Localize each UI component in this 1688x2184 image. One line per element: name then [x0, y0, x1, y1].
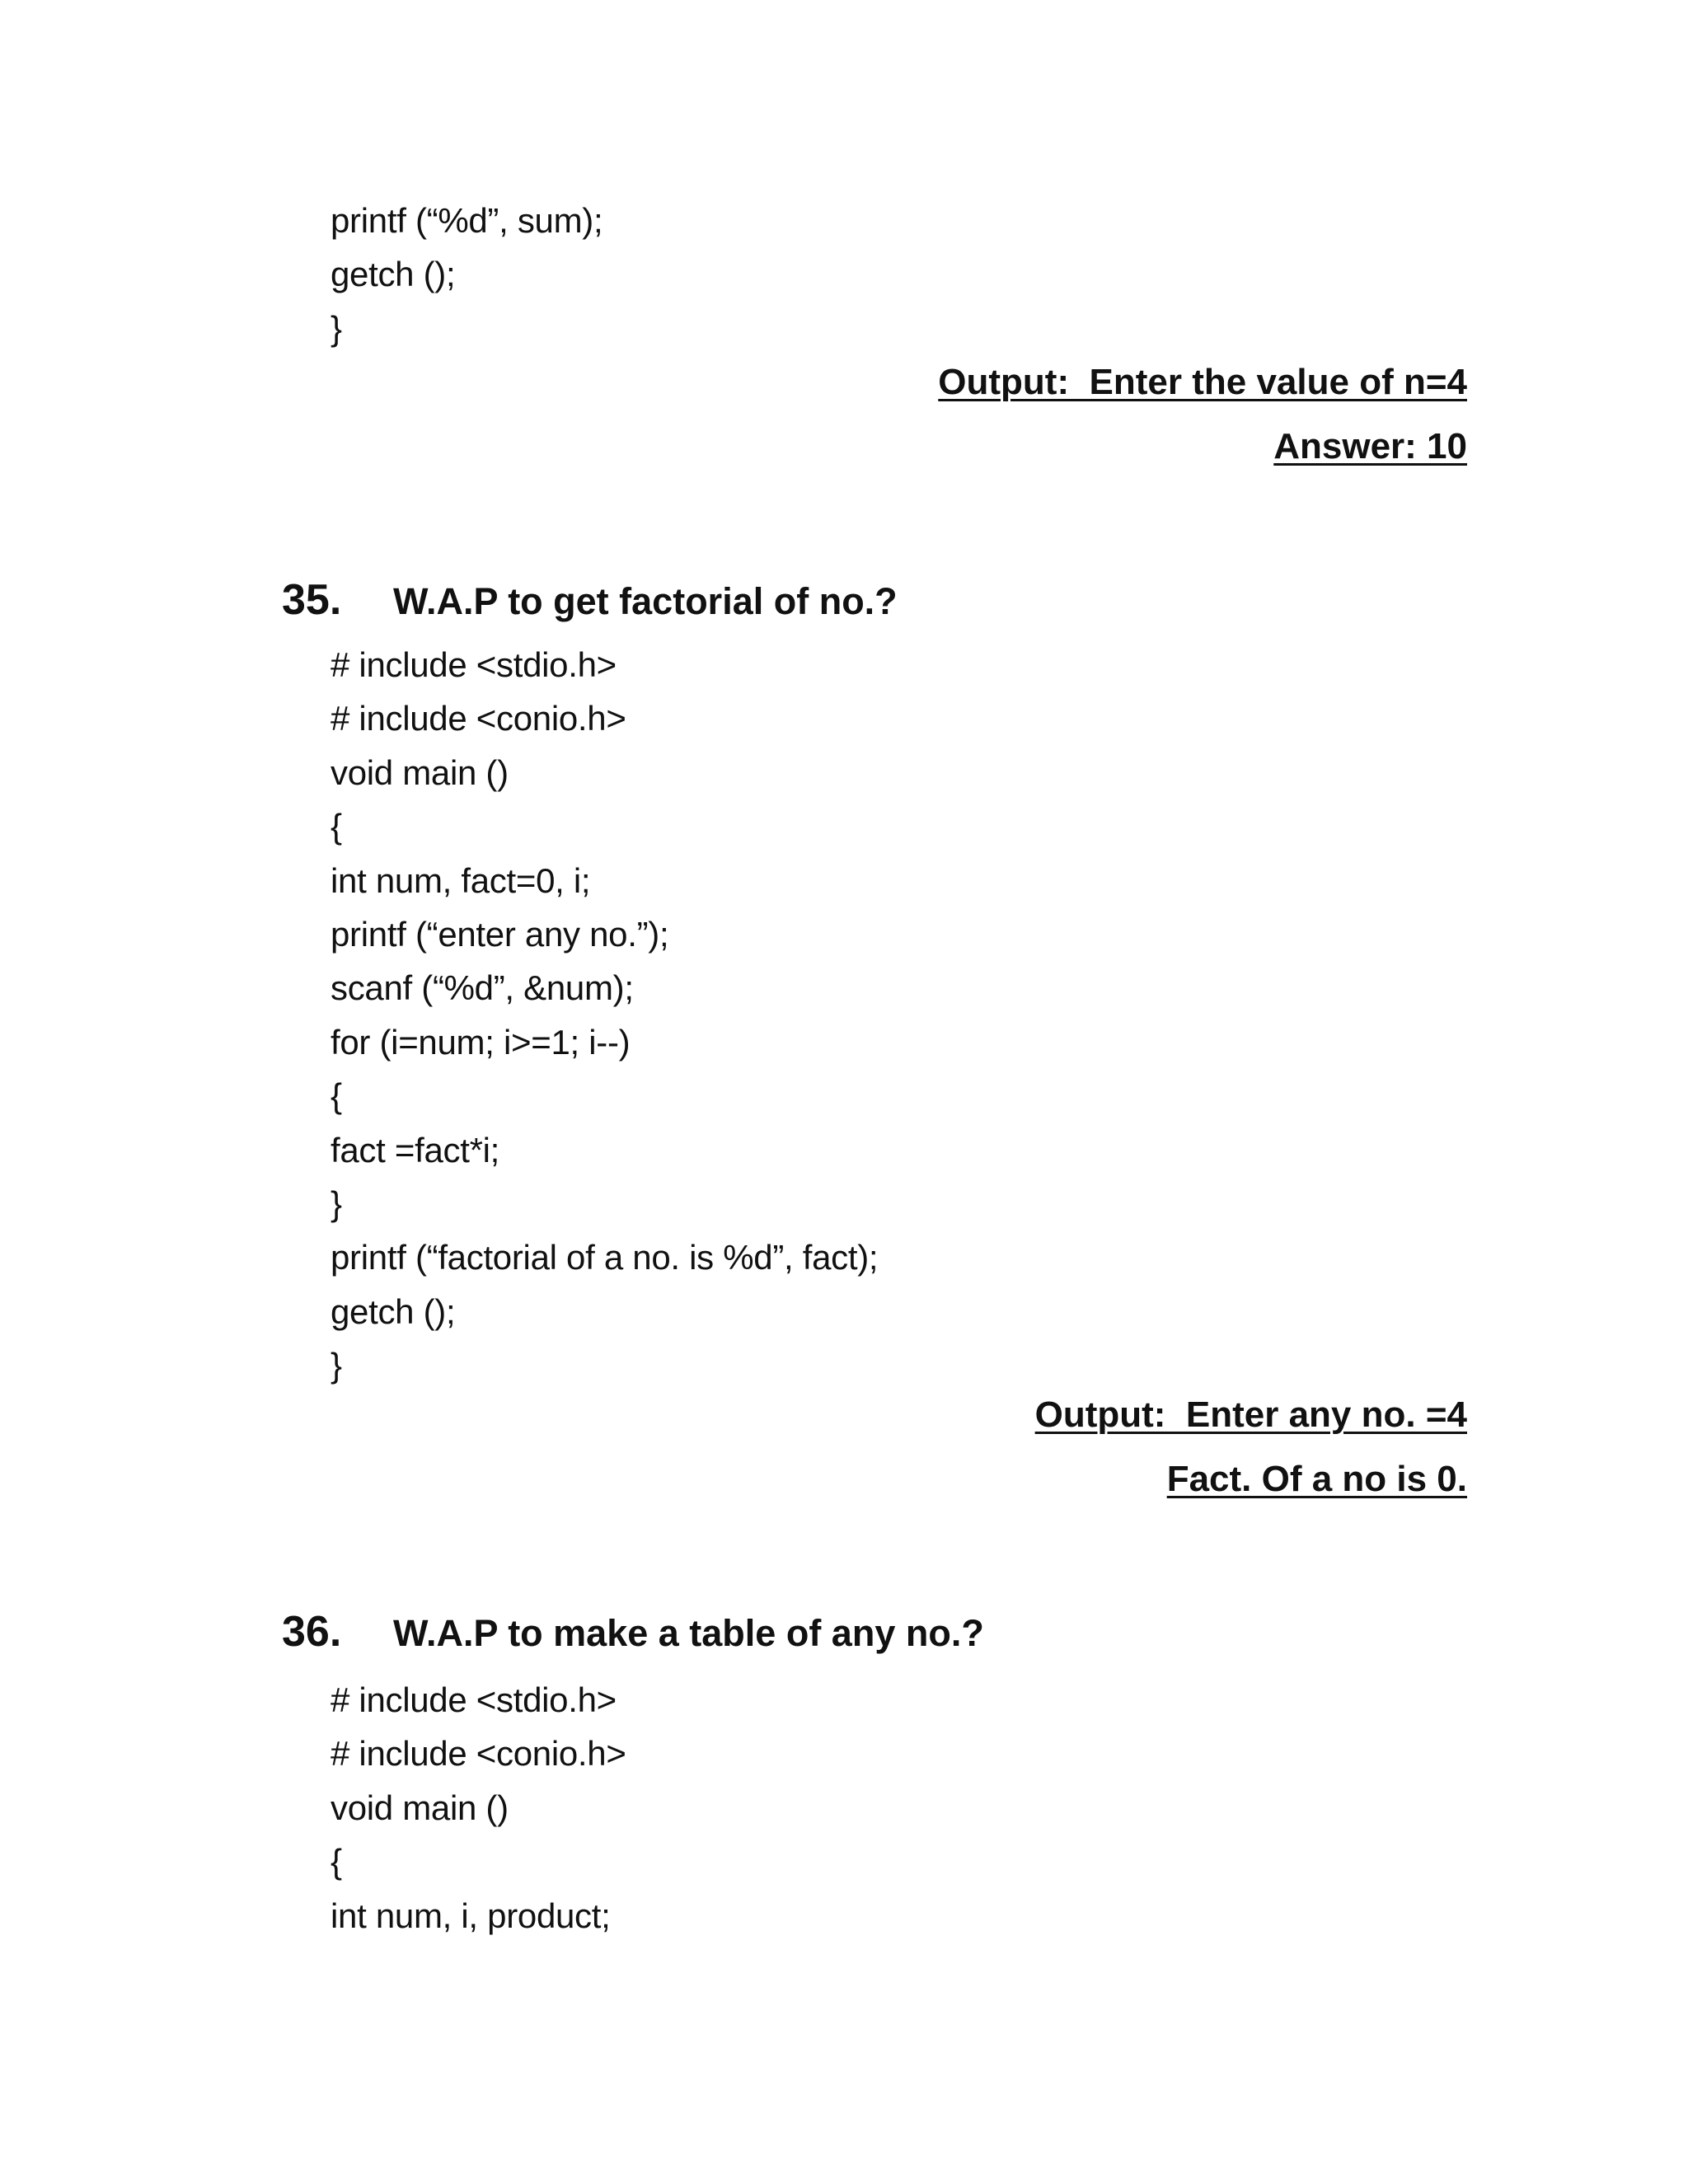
code-line: for (i=num; i>=1; i--) — [331, 1022, 631, 1062]
code-line: void main () — [331, 752, 509, 792]
code-line: void main () — [331, 1788, 509, 1827]
code-line: int num, i, product; — [331, 1896, 611, 1935]
code-line: # include <conio.h> — [331, 699, 626, 738]
code-block-factorial — [331, 638, 878, 1392]
code-line: { — [331, 1076, 342, 1116]
output-line: Fact. Of a no is 0. — [1166, 1459, 1467, 1499]
code-line: fact =fact*i; — [331, 1130, 500, 1169]
code-line: getch (); — [331, 255, 456, 294]
code-line: printf (“%d”, sum); — [331, 201, 603, 240]
code-line: int num, fact=0, i; — [331, 860, 591, 900]
question-title: W.A.P to make a table of any no.? — [393, 1612, 984, 1654]
question-heading-36 — [282, 1607, 984, 1673]
code-line: } — [331, 1183, 342, 1223]
code-line: scanf (“%d”, &num); — [331, 968, 634, 1008]
output-block-factorial — [1035, 1383, 1467, 1511]
code-line: printf (“enter any no.”); — [331, 914, 669, 954]
output-line: Output: Enter any no. =4 — [1034, 1394, 1467, 1435]
question-title: W.A.P to get factorial of no.? — [393, 580, 898, 622]
code-line: getch (); — [331, 1291, 456, 1331]
question-number: 35. — [282, 576, 342, 624]
code-line: # include <stdio.h> — [331, 1680, 617, 1719]
code-block-top — [331, 194, 603, 355]
code-line: { — [331, 1842, 342, 1882]
code-line: { — [331, 807, 342, 846]
code-line: printf (“factorial of a no. is %d”, fact); — [331, 1238, 879, 1277]
output-line: Output: Enter the value of n=4 — [938, 362, 1467, 402]
code-line: } — [331, 1346, 342, 1385]
code-line: } — [331, 308, 342, 348]
code-block-table — [331, 1673, 626, 1943]
question-number: 36. — [282, 1608, 342, 1656]
question-heading-35 — [282, 575, 898, 641]
code-line: # include <stdio.h> — [331, 645, 617, 684]
output-line: Answer: 10 — [1273, 426, 1467, 466]
output-block-sum — [938, 350, 1467, 479]
code-line: # include <conio.h> — [331, 1734, 626, 1774]
